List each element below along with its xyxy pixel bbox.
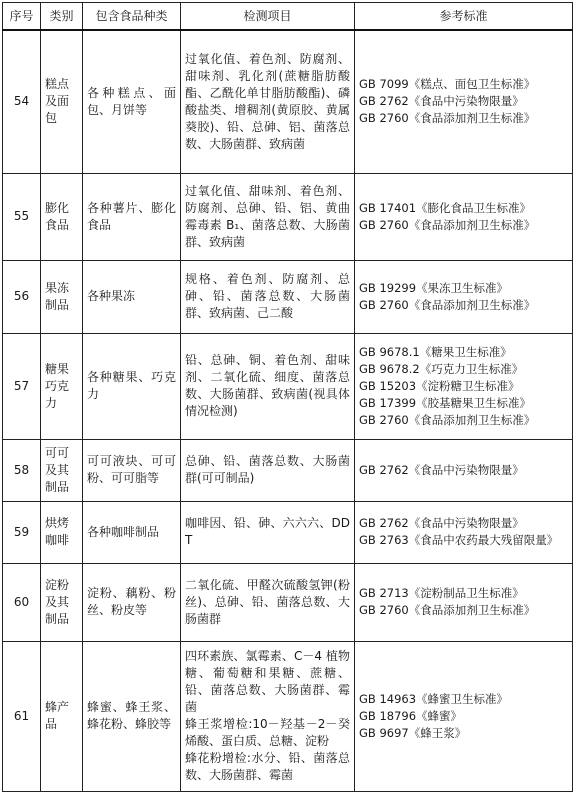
- row-standards: GB 17401《膨化食品卫生标准》 GB 2760《食品添加剂卫生标准》: [355, 173, 573, 260]
- row-category: 烘烤咖啡: [41, 501, 83, 563]
- row-standards: GB 19299《果冻卫生标准》 GB 2760《食品添加剂卫生标准》: [355, 260, 573, 333]
- table-row: [3, 641, 573, 791]
- row-standards: GB 2713《淀粉制品卫生标准》 GB 2760《食品添加剂卫生标准》: [355, 563, 573, 641]
- row-standards: GB 2762《食品中污染物限量》: [355, 439, 573, 501]
- table-row: [3, 439, 573, 501]
- row-number: 56: [3, 260, 41, 333]
- row-standards: GB 14963《蜂蜜卫生标准》 GB 18796《蜂蜜》 GB 9697《蜂王浆》: [355, 641, 573, 791]
- row-foods: 蜂蜜、蜂王浆、蜂花粉、蜂胶等: [83, 641, 181, 791]
- row-items: 规格、着色剂、防腐剂、总砷、铅、菌落总数、大肠菌群、致病菌、己二酸: [181, 260, 355, 333]
- row-number: 57: [3, 333, 41, 439]
- row-number: 54: [3, 30, 41, 173]
- row-number: 59: [3, 501, 41, 563]
- row-category: 糖果巧克力: [41, 333, 83, 439]
- header-category: 类别: [41, 3, 83, 31]
- table-row: [3, 30, 573, 173]
- document-page: [0, 2, 576, 795]
- header-items: 检测项目: [181, 3, 355, 31]
- header-standards: 参考标准: [355, 3, 573, 31]
- header-foods: 包含食品种类: [83, 3, 181, 31]
- food-testing-table: [2, 2, 573, 792]
- row-category: 淀粉及其制品: [41, 563, 83, 641]
- table-header-row: [3, 3, 573, 31]
- row-foods: 各种糖果、巧克力: [83, 333, 181, 439]
- header-no: 序号: [3, 3, 41, 31]
- row-items: 二氧化硫、甲醛次硫酸氢钾(粉丝)、总砷、铅、菌落总数、大肠菌群: [181, 563, 355, 641]
- row-items: 总砷、铅、菌落总数、大肠菌群(可可制品): [181, 439, 355, 501]
- row-foods: 可可液块、可可粉、可可脂等: [83, 439, 181, 501]
- row-foods: 各种糕点、面包、月饼等: [83, 30, 181, 173]
- row-category: 糕点及面包: [41, 30, 83, 173]
- row-standards: GB 7099《糕点、面包卫生标准》 GB 2762《食品中污染物限量》 GB 2760《食品添加剂卫生标准》: [355, 30, 573, 173]
- table-row: [3, 260, 573, 333]
- row-items: 过氧化值、着色剂、防腐剂、甜味剂、乳化剂(蔗糖脂肪酸酯、乙酰化单甘脂肪酸酯)、磷酸盐类、增稠剂(黄原胶、黄属葵胶)、铅、总砷、铝、菌落总数、大肠菌群、致病菌: [181, 30, 355, 173]
- row-foods: 各种薯片、膨化食品: [83, 173, 181, 260]
- row-category: 蜂产品: [41, 641, 83, 791]
- row-foods: 各种果冻: [83, 260, 181, 333]
- row-items: 过氧化值、甜味剂、着色剂、防腐剂、总砷、铅、铝、黄曲霉毒素 B₁、菌落总数、大肠菌群、致病菌: [181, 173, 355, 260]
- row-items: 铅、总砷、铜、着色剂、甜味剂、二氧化硫、细度、菌落总数、大肠菌群、致病菌(视具体情况检测): [181, 333, 355, 439]
- row-standards: GB 2762《食品中污染物限量》 GB 2763《食品中农药最大残留限量》: [355, 501, 573, 563]
- row-number: 58: [3, 439, 41, 501]
- row-foods: 各种咖啡制品: [83, 501, 181, 563]
- table-row: [3, 333, 573, 439]
- row-category: 果冻制品: [41, 260, 83, 333]
- table-row: [3, 173, 573, 260]
- row-foods: 淀粉、藕粉、粉丝、粉皮等: [83, 563, 181, 641]
- row-number: 60: [3, 563, 41, 641]
- row-category: 可可及其制品: [41, 439, 83, 501]
- row-items: 咖啡因、铅、砷、六六六、DDT: [181, 501, 355, 563]
- table-row: [3, 501, 573, 563]
- row-number: 55: [3, 173, 41, 260]
- row-items: 四环素族、氯霉素、C－4 植物糖、葡萄糖和果糖、蔗糖、铅、菌落总数、大肠菌群、霉菌 蜂王浆增检:10－羟基－2－癸烯酸、蛋白质、总糖、淀粉 蜂花粉增检:水分、铅、菌落总数、大肠菌群、霉菌: [181, 641, 355, 791]
- table-row: [3, 563, 573, 641]
- row-standards: GB 9678.1《糖果卫生标准》 GB 9678.2《巧克力卫生标准》 GB 15203《淀粉糖卫生标准》 GB 17399《胶基糖果卫生标准》 GB 2760《食品添加剂卫生标准》: [355, 333, 573, 439]
- row-category: 膨化食品: [41, 173, 83, 260]
- row-number: 61: [3, 641, 41, 791]
